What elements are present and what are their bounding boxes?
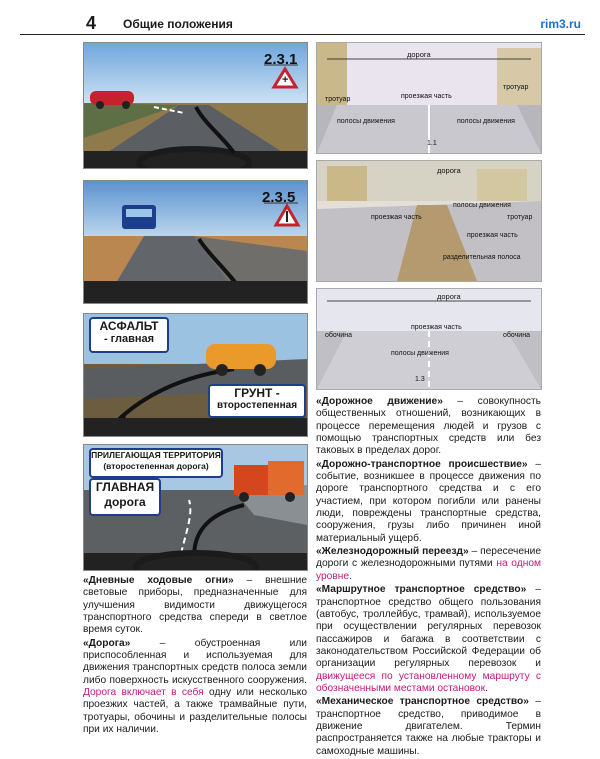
- road-label: дорога: [104, 495, 146, 509]
- shoulder-left-label: обочина: [325, 332, 352, 339]
- sign-label-2-3-1: 2.3.1: [264, 51, 298, 68]
- definition-road: «Дорога» – обустроенная или приспособленная и используемая для движения транспортных средств полоса земли либо поверхность искусственного сооружения. Дорога включает в себя одну или несколько проезжих частей, а также трамвайные пути, тротуары, обочины и разделительные полосы при их наличии.: [83, 637, 307, 736]
- lanes-left-label: полосы движения: [337, 118, 395, 125]
- photo-adjacent-territory: [83, 444, 308, 571]
- road-label: дорога: [407, 50, 431, 59]
- carriageway-left-label: проезжая часть: [371, 214, 422, 221]
- diagram-divided-road: [316, 160, 542, 282]
- definition-road-traffic: «Дорожное движение» – совокупность общественных отношений, возникающих в процессе перемещения людей и грузов с помощью транспортных средств или без таковых в пределах дорог.: [316, 396, 541, 457]
- carriageway-label: проезжая часть: [401, 93, 452, 100]
- sidewalk-left-label: тротуар: [325, 96, 351, 103]
- photo-asphalt-ground: [83, 313, 308, 437]
- ground-secondary-callout: [208, 384, 306, 418]
- road-label: дорога: [437, 166, 461, 175]
- secondary-label: второстепенная: [216, 400, 298, 411]
- main-label: - главная: [103, 333, 155, 345]
- page-title: Общие положения: [123, 17, 233, 31]
- page-number: 4: [86, 13, 97, 33]
- definition-daytime-lights: «Дневные ходовые огни» – внешние световые приборы, предназначенные для улучшения видимости движущегося транспортного средства спереди в светлое время суток.: [83, 575, 307, 636]
- main-road-label: ГЛАВНАЯ: [95, 480, 155, 494]
- lanes-label: полосы движения: [453, 202, 511, 209]
- asphalt-label: АСФАЛЬТ: [99, 319, 159, 333]
- secondary-road-label: (второстепенная дорога): [103, 461, 209, 471]
- site-url: rim3.ru: [540, 17, 581, 31]
- carriageway-label: проезжая часть: [411, 324, 462, 331]
- carriageway-right-label: проезжая часть: [467, 232, 518, 239]
- sign-label-2-3-5: 2.3.5: [262, 189, 296, 206]
- definition-railway-crossing: «Железнодорожный переезд» – пересечение дороги с железнодорожными путями на одном уровне.: [316, 546, 541, 582]
- photo-sign-2-3-5: [83, 180, 308, 304]
- diagram-road-sidewalks: [316, 42, 542, 154]
- marking-label: 1.1: [427, 140, 437, 147]
- definition-mechanical-vehicle: «Механическое транспортное средство» – транспортное средство, приводимое в движение двигателем. Термин распространяется также на любые тракторы и самоходные машины.: [316, 696, 541, 757]
- lanes-right-label: полосы движения: [457, 118, 515, 125]
- text-column-right: [316, 396, 541, 759]
- text-column-left: [83, 575, 307, 737]
- asphalt-main-callout: [89, 317, 169, 353]
- road-label: дорога: [437, 292, 461, 301]
- sidewalk-label: тротуар: [507, 214, 533, 221]
- main-road-callout: [89, 478, 161, 516]
- page-header: [20, 12, 585, 35]
- bus: [122, 205, 156, 229]
- svg-text:+: +: [282, 74, 289, 86]
- divider-label: разделительная полоса: [443, 254, 521, 261]
- ground-label: ГРУНТ -: [234, 386, 280, 400]
- marking-label: 1.3: [415, 376, 425, 383]
- definition-accident: «Дорожно-транспортное происшествие» – событие, возникшее в процессе движения по дороге транспортного средства и с его участием, при котором погибли или ранены люди, повреждены транспортные средства, сооружения, грузы либо причинен иной материальный ущерб.: [316, 458, 541, 544]
- shoulder-right-label: обочина: [503, 332, 530, 339]
- adjacent-territory-callout: [89, 448, 223, 478]
- diagram-road-shoulders: [316, 288, 542, 390]
- adjacent-label: ПРИЛЕГАЮЩАЯ ТЕРРИТОРИЯ: [91, 450, 221, 460]
- sidewalk-right-label: тротуар: [503, 84, 529, 91]
- lanes-label: полосы движения: [391, 350, 449, 357]
- photo-sign-2-3-1: [83, 42, 308, 169]
- definition-route-vehicle: «Маршрутное транспортное средство» – транспортное средство общего пользования (автобус, троллейбус, трамвай), используемое при осуществлении регулярных перевозок пассажиров и багажа в соответствии с законодательством Российской Федерации об организации регулярных перевозок и движущееся по установленному маршруту с обозначенными местами остановок.: [316, 584, 541, 694]
